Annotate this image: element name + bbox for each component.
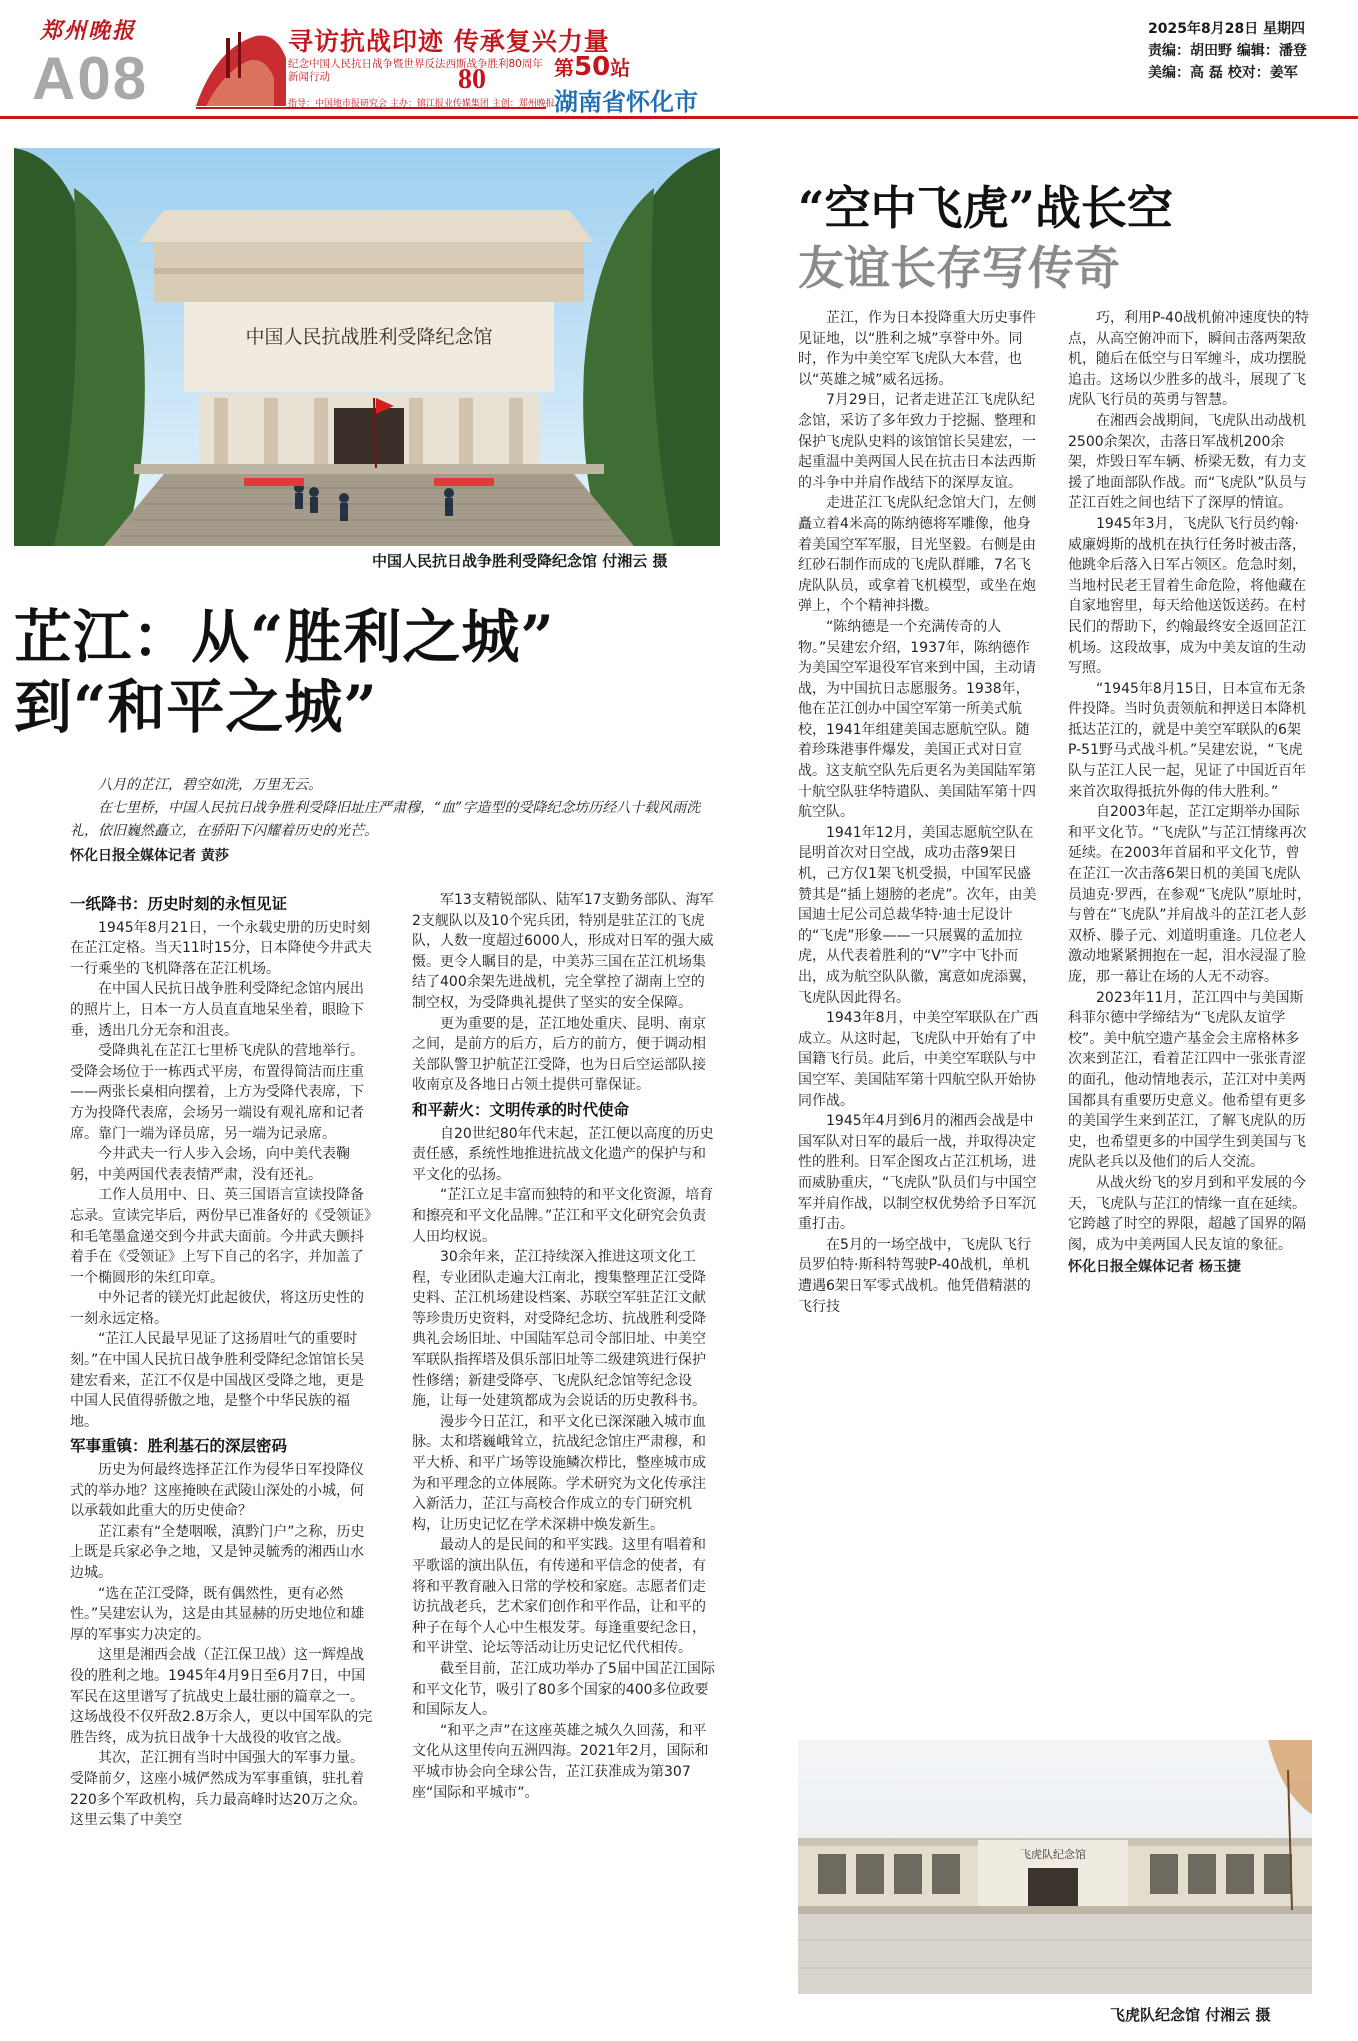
body-paragraph: 最动人的是民间的和平实践。这里有唱着和平歌谣的演出队伍，有传递和平信念的使者，有将和平教育融入日常的学校和家庭。志愿者们走访抗战老兵，艺术家们创作和平作品，让和平的种子在每个人心中生根发芽。每逢重要纪念日，和平讲堂、论坛等活动让历史记忆代代相传。 <box>412 1537 706 1657</box>
body-paragraph: 军13支精锐部队、陆军17支勤务部队、海军2支舰队以及10个宪兵团，特别是驻芷江的飞虎队，人数一度超过6000人，形成对日军的强大威慑。更令人瞩目的是，中美苏三国在芷江机场集结了400余架先进战机，完全掌控了湖南上空的制空权，为受降典礼提供了坚实的安全保障。 <box>412 892 714 1011</box>
station-label <box>554 52 630 82</box>
lead-paragraph: 八月的芷江，碧空如洗，万里无云。 <box>98 777 322 793</box>
body-paragraph: “芷江人民最早见证了这扬眉吐气的重要时刻。”在中国人民抗日战争胜利受降纪念馆馆长吴建宏看来，芷江不仅是中国战区受降之地，更是中国人民值得骄傲之地，是整个中华民族的福地。 <box>70 1331 365 1430</box>
right-article-column-1 <box>798 308 1040 1726</box>
memorial-hall-illustration <box>14 148 720 546</box>
article-byline: 怀化日报全媒体记者 杨玉捷 <box>1068 1259 1241 1276</box>
body-paragraph: 巧，利用P-40战机俯冲速度快的特点，从高空俯冲而下，瞬间击落两架敌机，随后在低空与日军缠斗，成功摆脱追击。这场以少胜多的战斗，展现了飞虎队飞行员的英勇与智慧。 <box>1068 310 1310 409</box>
body-paragraph: 自20世纪80年代末起，芷江便以高度的历史责任感，系统性地推进抗战文化遗产的保护与和平文化的弘扬。 <box>412 1125 714 1183</box>
body-paragraph: “芷江立足丰富而独特的和平文化资源，培育和擦亮和平文化品牌。”芷江和平文化研究会负责人田均权说。 <box>412 1187 714 1245</box>
right-article-headline: “空中飞虎”战长空 <box>798 181 1173 235</box>
body-paragraph: 1943年8月，中美空军联队在广西成立。从这时起，飞虎队中开始有了中国籍飞行员。此后，中美空军联队与中国空军、美国陆军第十四航空队开始协同作战。 <box>798 1010 1039 1109</box>
body-paragraph: “陈纳德是一个充满传奇的人物。”吴建宏介绍，1937年，陈纳德作为美国空军退役军官来到中国，主动请战，为中国抗日志愿服务。1938年，他在芷江创办中国空军第一所美式航校，1941年组建美国志愿航空队。随着珍珠港事件爆发，美国正式对日宣战。这支航空队先后更名为美国陆军第十航空队驻华特遣队、美国陆军第十四航空队。 <box>798 618 1036 821</box>
body-paragraph: 30余年来，芷江持续深入推进这项文化工程，专业团队走遍大江南北，搜集整理芷江受降史料、芷江机场建设档案、苏联空军驻芷江文献等珍贵历史资料，对受降纪念坊、抗战胜利受降典礼会场旧址、中国陆军总司令部旧址、中美空军联队指挥塔及俱乐部旧址等二级建筑进行保护性修缮；新建受降亭、飞虎队纪念馆等纪念设施，让每一处建筑都成为会说话的历史教科书。 <box>412 1249 706 1410</box>
station-number: 50 <box>574 52 611 82</box>
body-paragraph: 1945年8月21日，一个永载史册的历史时刻在芷江定格。当天11时15分，日本降使今井武夫一行乘坐的飞机降落在芷江机场。 <box>70 919 372 977</box>
left-article-headline <box>14 602 714 742</box>
headline-line-2: 到“和平之城” <box>14 673 378 741</box>
body-paragraph: 更为重要的是，芷江地处重庆、昆明、南京之间，是前方的后方，后方的前方，便于调动相关部队警卫护航芷江受降，也为日后空运部队接收南京及各地日占领土提供可靠保证。 <box>412 1015 706 1094</box>
body-paragraph: 中外记者的镁光灯此起彼伏，将这历史性的一刻永远定格。 <box>70 1290 364 1327</box>
flying-tigers-hall-photo <box>798 1740 1312 1994</box>
body-paragraph: “和平之声”在这座英雄之城久久回荡，和平文化从这里传向五洲四海。2021年2月，国际和平城市协会向全球公告，芷江获准成为第307座“国际和平城市”。 <box>412 1722 709 1801</box>
body-paragraph: 芷江素有“全楚咽喉，滇黔门户”之称，历史上既是兵家必争之地，又是钟灵毓秀的湘西山水边城。 <box>70 1523 365 1581</box>
body-paragraph: 工作人员用中、日、英三国语言宣读投降备忘录。宣读完毕后，两份早已准备好的《受领证》和毛笔墨盒递交到今井武夫面前。今井武夫颤抖着手在《受领证》上写下自己的名字，并加盖了一个椭圆形的朱红印章。 <box>70 1187 371 1286</box>
right-article-column-2 <box>1068 308 1312 1726</box>
body-paragraph: 截至目前，芷江成功举办了5届中国芷江国际和平文化节，吸引了80多个国家的400多位政要和国际友人。 <box>412 1660 715 1719</box>
issue-date: 2025年8月28日 星期四 <box>1148 21 1306 37</box>
body-paragraph: 1945年3月，飞虎队飞行员约翰·威廉姆斯的战机在执行任务时被击落，他跳伞后落入日军占领区。危急时刻，当地村民老王冒着生命危险，将他藏在自家地窖里，每天给他送饭送药。在村民们的帮助下，约翰最终安全返回芷江机场。这段故事，成为中美友谊的生动写照。 <box>1068 515 1306 677</box>
region-title: 湖南省怀化市 <box>554 88 698 116</box>
left-article-column-1 <box>70 890 376 2038</box>
body-paragraph: 从战火纷飞的岁月到和平发展的今天，飞虎队与芷江的情缘一直在延续。它跨越了时空的界限，超越了国界的隔阂，成为中美两国人民友谊的象征。 <box>1068 1174 1306 1253</box>
body-paragraph: 走进芷江飞虎队纪念馆大门，左侧矗立着4米高的陈纳德将军雕像，他身着美国空军军服，目光坚毅。右侧是由红砂石制作而成的飞虎队群雕，7名飞虎队队员，或拿着飞机模型，或坐在炮弹上，个个精神抖擞。 <box>798 495 1036 615</box>
left-article-lead <box>70 774 710 868</box>
flying-tigers-hall-illustration <box>798 1740 1312 1994</box>
body-paragraph: 在中国人民抗日战争胜利受降纪念馆内展出的照片上，日本一方人员直直地呆坐着，眼睑下垂，透出几分无奈和沮丧。 <box>70 981 364 1039</box>
photo1-caption: 中国人民抗日战争胜利受降纪念馆 付湘云 摄 <box>372 552 668 570</box>
art-credit: 美编：高 磊 校对：姜军 <box>1148 65 1298 81</box>
body-paragraph: 在5月的一场空战中，飞虎队飞行员罗伯特·斯科特驾驶P-40战机，单机遭遇6架日军零式战机。他凭借精湛的飞行技 <box>798 1236 1031 1315</box>
campaign-organizers: 指导：中国地市报研究会 主办：镇江报业传媒集团 主创：郑州晚报 <box>288 99 555 109</box>
headline-line-1: 芷江：从“胜利之城” <box>14 603 555 671</box>
photo2-caption: 飞虎队纪念馆 付湘云 摄 <box>1110 2006 1271 2024</box>
left-article-byline: 怀化日报全媒体记者 黄莎 <box>70 848 229 864</box>
body-paragraph: 其次，芷江拥有当时中国强大的军事力量。受降前夕，这座小城俨然成为军事重镇，驻扎着220多个军政机构，兵力最高峰时达20万之众。这里云集了中美空 <box>70 1750 367 1829</box>
station-suffix: 站 <box>610 56 631 80</box>
memorial-sign-text: 中国人民抗战胜利受降纪念馆 <box>245 326 493 348</box>
left-article-column-2 <box>412 890 718 2038</box>
station-prefix: 第 <box>554 56 574 80</box>
lead-paragraph: 在七里桥，中国人民抗日战争胜利受降旧址庄严肃穆，“血”字造型的受降纪念坊历经八十载风雨洗礼，依旧巍然矗立，在骄阳下闪耀着历史的光芒。 <box>70 800 701 839</box>
body-paragraph: 在湘西会战期间，飞虎队出动战机2500余架次，击落日军战机200余架，炸毁日军车辆、桥梁无数，有力支援了地面部队作战。而“飞虎队”队员与芷江百姓之间也结下了深厚的情谊。 <box>1068 412 1307 512</box>
body-paragraph: 自2003年起，芷江定期举办国际和平文化节。“飞虎队”与芷江情缘再次延续。在2003年首届和平文化节，曾在芷江一次击落6架日机的美国飞虎队员迪克·罗西，在参观“飞虎队”原址时，与曾在“飞虎队”并肩战斗的芷江老人彭双桥、滕子元、刘道明重逢。几位老人激动地紧紧拥抱在一起，泪水浸湿了脸庞，那一幕让在场的人无不动容。 <box>1068 804 1311 985</box>
body-paragraph: 7月29日，记者走进芷江飞虎队纪念馆，采访了多年致力于挖掘、整理和保护飞虎队史料的该馆馆长吴建宏，一起重温中美两国人民在抗击日本法西斯的斗争中并肩作战结下的深厚友谊。 <box>798 392 1036 491</box>
right-article-subheadline: 友谊长存写传奇 <box>798 241 1120 295</box>
body-paragraph: 2023年11月，芷江四中与美国斯科菲尔德中学缔结为“飞虎队友谊学校”。美中航空遗产基金会主席格林多次来到芷江，看着芷江四中一张张青涩的面孔，他动情地表示，芷江对中美两国都具有重要历史意义。他希望有更多的美国学生来到芷江，了解飞虎队的历史，也希望更多的中国学生到美国与飞虎队老兵以及他们的后人交流。 <box>1068 989 1306 1171</box>
hall-sign-text: 飞虎队纪念馆 <box>1020 1848 1086 1861</box>
paper-name: 郑州晚报 <box>40 18 137 44</box>
body-paragraph: 历史为何最终选择芷江作为侵华日军投降仪式的举办地？这座掩映在武陵山深处的小城，何以承载如此重大的历史使命？ <box>70 1462 364 1520</box>
body-paragraph: 今井武夫一行人步入会场，向中美代表鞠躬，中美两国代表表情严肃，没有还礼。 <box>70 1146 350 1183</box>
body-paragraph: “1945年8月15日，日本宣布无条件投降。当时负责领航和押送日本降机抵达芷江的，就是中美空军联队的6架P-51野马式战斗机。”吴建宏说，“飞虎队与芷江人民一起，见证了中国近百年来首次取得抵抗外侮的伟大胜利。” <box>1068 680 1306 800</box>
campaign-title: 寻访抗战印迹 传承复兴力量 <box>288 27 610 56</box>
body-paragraph: 1945年4月到6月的湘西会战是中国军队对日军的最后一战，并取得决定性的胜利。日军企图攻占芷江机场，进而威胁重庆，“飞虎队”队员们与中国空军并肩作战，以制空权优势给予日军沉重打击。 <box>798 1113 1037 1233</box>
campaign-subtitle: 纪念中国人民抗日战争暨世界反法西斯战争胜利80周年新闻行动 <box>288 58 543 83</box>
body-paragraph: 芷江，作为日本投降重大历史事件见证地，以“胜利之城”享誉中外。同时，作为中美空军飞虎队大本营，也以“英雄之城”威名远扬。 <box>798 310 1036 388</box>
body-paragraph: 1941年12月，美国志愿航空队在昆明首次对日空战，成功击落9架日机，己方仅1架飞机受损，中国军民盛赞其是“插上翅膀的老虎”。次年，由美国迪士尼公司总裁华特·迪士尼设计的“飞虎”形象——一只展翼的孟加拉虎，从代表着胜利的“V”字中飞扑而出，成为航空队队徽，寓意如虎添翼，飞虎队因此得名。 <box>798 824 1037 1006</box>
body-paragraph: “选在芷江受降，既有偶然性，更有必然性。”吴建宏认为，这是由其显赫的历史地位和雄厚的军事实力决定的。 <box>70 1585 365 1643</box>
section-subheading: 一纸降书：历史时刻的永恒见证 <box>70 895 288 913</box>
section-subheading: 军事重镇：胜利基石的深层密码 <box>70 1437 288 1456</box>
body-paragraph: 漫步今日芷江，和平文化已深深融入城市血脉。太和塔巍峨耸立，抗战纪念馆庄严肃穆，和平大桥、和平广场等设施鳞次栉比，整座城市成为和平理念的立体展陈。学术研究为文化传承注入新活力，芷江与高校合作成立的专门研究机构，让历史记忆在学术深耕中焕发新生。 <box>412 1413 706 1533</box>
section-subheading: 和平薪火：文明传承的时代使命 <box>412 1100 630 1119</box>
memorial-hall-photo <box>14 148 720 546</box>
page-number: A08 <box>32 45 149 112</box>
body-paragraph: 受降典礼在芷江七里桥飞虎队的营地举行。受降会场位于一栋西式平房，布置得简洁而庄重——两张长桌相向摆着，上方为受降代表席，下方为投降代表席，会场另一端设有观礼席和记者席。靠门一端为译员席，另一端为记录席。 <box>70 1043 364 1142</box>
header-rule <box>0 116 1358 119</box>
anniversary-number: 80 <box>458 64 486 95</box>
body-paragraph: 这里是湘西会战（芷江保卫战）这一辉煌战役的胜利之地。1945年4月9日至6月7日，中国军民在这里谱写了抗战史上最壮丽的篇章之一。这场战役不仅歼敌2.8万余人，更以中国军队的完胜告终，成为抗日战争十大战役的收官之战。 <box>70 1647 373 1746</box>
editor-credit: 责编：胡田野 编辑：潘登 <box>1148 43 1307 59</box>
